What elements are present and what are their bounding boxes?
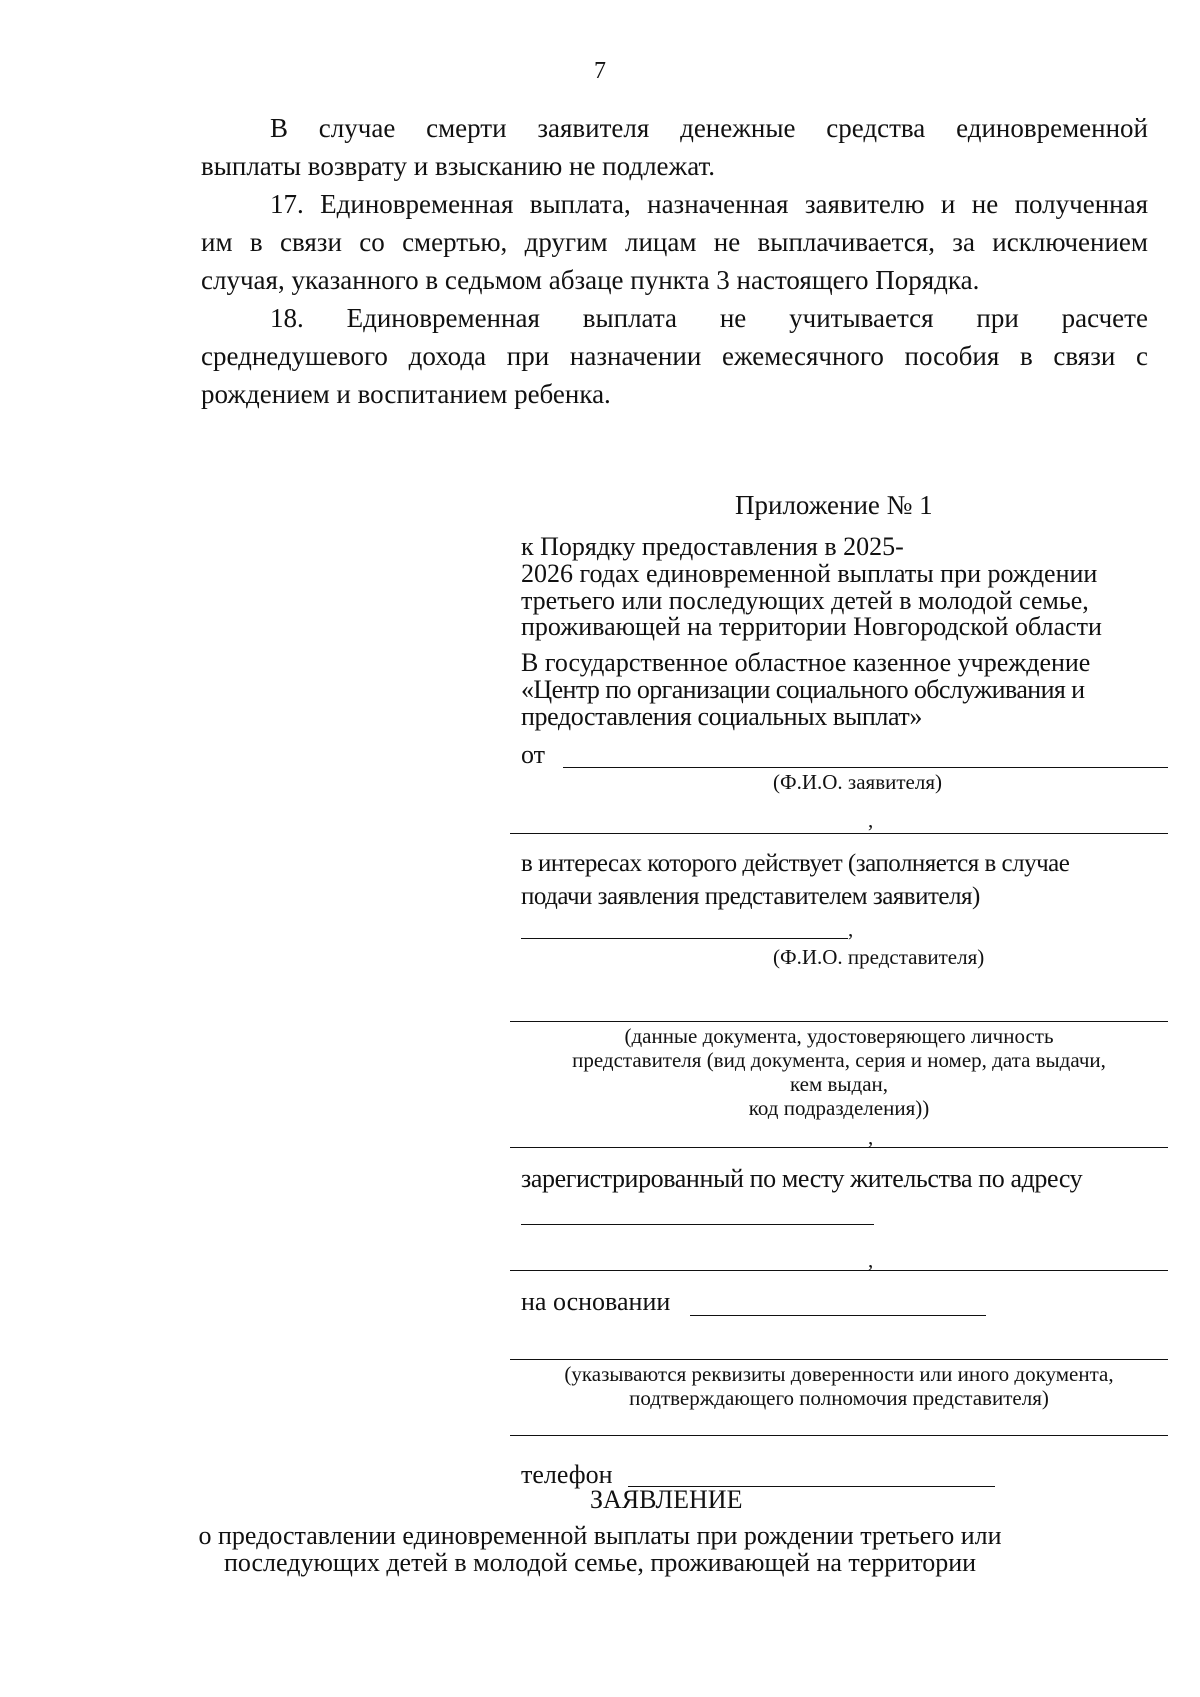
p3-word: расчете [1061,303,1148,333]
phone-label: телефон [521,1460,613,1489]
applicant-extra-field[interactable] [510,833,1168,834]
paragraph-2-line-3: случая, указанного в седьмом абзаце пункта 3 настоящего Порядка. [201,265,980,295]
paragraph-2-line-1 [270,185,1148,223]
basis-hint-line-1: (указываются реквизиты доверенности или иного документа, [564,1362,1114,1386]
comma: , [868,808,874,832]
document-hint-line-1: (данные документа, удостоверяющего личность [624,1024,1054,1048]
document-extra-field[interactable] [510,1147,1168,1148]
document-hint-line-2: представителя (вид документа, серия и номер, дата выдачи, [572,1048,1106,1072]
paragraph-1-line-1 [270,109,1148,147]
p3-word: не [719,303,747,333]
representative-document-field[interactable] [510,1021,1168,1022]
basis-details-field[interactable] [510,1359,1168,1360]
document-hint-line-4: код подразделения)) [748,1096,930,1120]
recipient-line-1: В государственное областное казенное учреждение [521,648,1091,677]
p3-word: учитывается [789,303,934,333]
appendix-ref-line-4: проживающей на территории Новгородской области [521,612,1102,641]
paragraph-3-line-1 [270,299,1148,337]
p3-word: 18. [270,303,304,333]
representative-hint: (Ф.И.О. представителя) [773,945,985,969]
paragraph-3-line-2-text: среднедушевого дохода при назначении ежемесячного пособия в связи с [201,341,1148,371]
interest-line-2: подачи заявления представителем заявителя) [521,883,980,910]
p3-word: при [976,303,1019,333]
recipient-line-2: «Центр по организации социального обслуживания и [521,675,1085,704]
basis-extra-field[interactable] [510,1435,1168,1436]
from-label: от [521,740,546,769]
statement-line-2: последующих детей в молодой семье, проживающей на территории [223,1548,977,1577]
basis-hint-line-2: подтверждающего полномочия представителя) [629,1386,1049,1410]
paragraph-2-line-1-text: 17. Единовременная выплата, назначенная заявителю и не полученная [270,189,1148,219]
comma: , [868,1248,874,1272]
comma: , [848,917,854,941]
address-field-1[interactable] [521,1224,874,1225]
representative-name-field[interactable] [521,938,848,939]
paragraph-2-line-2 [201,223,1148,261]
address-field-2[interactable] [510,1270,1168,1271]
applicant-name-field[interactable] [563,767,1168,768]
paragraph-2-line-2-text: им в связи со смертью, другим лицам не выплачивается, за исключением [201,227,1148,257]
appendix-ref-line-2: 2026 годах единовременной выплаты при рождении [521,559,1098,588]
statement-title: ЗАЯВЛЕНИЕ [590,1485,743,1514]
recipient-line-3: предоставления социальных выплат» [521,702,922,731]
statement-line-1: о предоставлении единовременной выплаты при рождении третьего или [198,1521,1002,1550]
paragraph-3-line-3: рождением и воспитанием ребенка. [201,379,611,409]
appendix-ref-line-1: к Порядку предоставления в 2025- [521,532,904,561]
appendix-title: Приложение № 1 [735,490,933,520]
appendix-ref-line-3: третьего или последующих детей в молодой семье, [521,586,1089,615]
applicant-hint: (Ф.И.О. заявителя) [773,770,942,794]
document-hint-line-3: кем выдан, [789,1072,889,1096]
paragraph-1-line-2: выплаты возврату и взысканию не подлежат. [201,151,716,181]
p3-word: Единовременная [346,303,540,333]
interest-line-1: в интересах которого действует (заполняется в случае [521,850,1070,877]
basis-label: на основании [521,1287,671,1316]
page-number: 7 [594,58,606,84]
paragraph-1-line-1-text: В случае смерти заявителя денежные средства единовременной [270,113,1148,143]
registered-label: зарегистрированный по месту жительства по адресу [521,1164,1083,1193]
paragraph-3-line-2 [201,337,1148,375]
comma: , [868,1125,874,1149]
basis-field[interactable] [690,1315,986,1316]
p3-word: выплата [582,303,677,333]
